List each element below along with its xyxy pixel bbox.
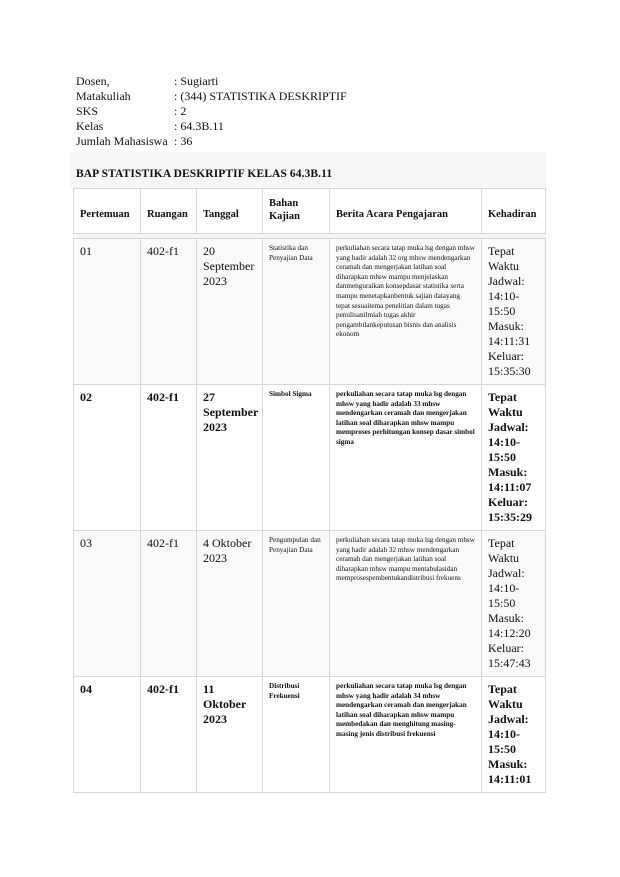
kehadiran-line: Masuk: — [488, 465, 528, 479]
bap-table — [73, 188, 546, 793]
cell-berita-acara: perkuliahan secara tatap muka lsg dengan mhsw yang hadir adalah 34 mhsw mendengarkan ceramah dan mengerjakan latihan soal diharapkan mhsw mampu membedakan dan menghitung masing-masing jenis distribusi frekuensi — [330, 677, 482, 793]
kehadiran-line: Tepat — [488, 390, 517, 404]
info-value: : Sugiarti — [174, 74, 219, 88]
header-tanggal: Tanggal — [197, 189, 263, 234]
kehadiran-line: Jadwal: — [488, 274, 525, 288]
info-label: Jumlah Mahasiswa — [76, 134, 168, 148]
header-pertemuan: Pertemuan — [74, 189, 141, 234]
cell-kehadiran — [482, 531, 546, 677]
kehadiran-line: Tepat — [488, 244, 515, 258]
cell-berita-acara: perkuliahan secara tatap muka lsg dengan mhsw yang hadir adalah 33 mhsw mendengarkan ceramah dan mengerjakan latihan soal diharapkan mhsw mampu memproses perhitungan konsep dasar simbol sigma — [330, 385, 482, 531]
cell-pertemuan: 02 — [74, 385, 141, 531]
header-berita-acara: Berita Acara Pengajaran — [330, 189, 482, 234]
info-value: : 2 — [174, 104, 187, 118]
cell-tanggal: 20 September 2023 — [197, 239, 263, 385]
table-row — [74, 385, 546, 531]
cell-pertemuan: 04 — [74, 677, 141, 793]
kehadiran-line: 15:35:30 — [488, 364, 531, 378]
cell-berita-acara: perkuliahan secara tatap muka lsg dengan mhsw yang hadir adalah 32 org mhsw mendengarkan ceramah dan mengerjakan latihan soal diharapkan mhsw mampu menjelaskan danmenguraikan konsepdasar statistika serta mampu menetapkanbentuk sajian datayang tepat sesuaitema penelitian dalam tugas penulisanilmiah tugas akhir pengambilankeputusan bisnis dan analisis ekonom — [330, 239, 482, 385]
cell-pertemuan: 01 — [74, 239, 141, 385]
kehadiran-line: Jadwal: — [488, 712, 529, 726]
cell-ruangan: 402-f1 — [141, 677, 197, 793]
kehadiran-line: Tepat — [488, 536, 515, 550]
info-label: SKS — [76, 104, 99, 118]
cell-ruangan: 402-f1 — [141, 385, 197, 531]
kehadiran-line: 15:47:43 — [488, 656, 531, 670]
info-value: : 36 — [174, 134, 193, 148]
info-value: : (344) STATISTIKA DESKRIPTIF — [174, 89, 347, 103]
table-header-row — [74, 189, 546, 234]
header-ruangan: Ruangan — [141, 189, 197, 234]
header-bahan-kajian — [263, 189, 330, 234]
info-label: Kelas — [76, 119, 104, 133]
kehadiran-line: Keluar: — [488, 641, 524, 655]
kehadiran-line: Masuk: — [488, 611, 524, 625]
info-row-sks — [76, 104, 347, 119]
kehadiran-line: 14:10- — [488, 435, 520, 449]
cell-kehadiran — [482, 385, 546, 531]
kehadiran-line: Waktu — [488, 259, 520, 273]
cell-ruangan: 402-f1 — [141, 531, 197, 677]
cell-bahan-kajian: Simbol Sigma — [263, 385, 330, 531]
cell-kehadiran — [482, 239, 546, 385]
cell-tanggal: 27 September 2023 — [197, 385, 263, 531]
cell-tanggal: 11 Oktober 2023 — [197, 677, 263, 793]
kehadiran-line: 15:35:29 — [488, 510, 532, 524]
kehadiran-line: 14:11:01 — [488, 772, 532, 786]
kehadiran-line: Waktu — [488, 551, 520, 565]
info-row-kelas — [76, 119, 347, 134]
cell-kehadiran — [482, 677, 546, 793]
kehadiran-line: Tepat — [488, 682, 517, 696]
header-bahan-line1: Bahan — [269, 198, 299, 209]
course-info — [76, 74, 347, 149]
info-row-dosen — [76, 74, 347, 89]
cell-bahan-kajian: Statistika dan Penyajian Data — [263, 239, 330, 385]
kehadiran-line: 14:10- — [488, 727, 520, 741]
cell-tanggal: 4 Oktober 2023 — [197, 531, 263, 677]
cell-ruangan: 402-f1 — [141, 239, 197, 385]
info-value: : 64.3B.11 — [174, 119, 224, 133]
table-row — [74, 239, 546, 385]
header-kehadiran: Kehadiran — [482, 189, 546, 234]
kehadiran-line: 14:11:07 — [488, 480, 532, 494]
kehadiran-line: 14:10- — [488, 289, 520, 303]
kehadiran-line: Waktu — [488, 697, 523, 711]
cell-pertemuan: 03 — [74, 531, 141, 677]
kehadiran-line: 15:50 — [488, 596, 516, 610]
kehadiran-line: Masuk: — [488, 757, 528, 771]
kehadiran-line: Keluar: — [488, 495, 528, 509]
kehadiran-line: 15:50 — [488, 304, 516, 318]
page-title: BAP STATISTIKA DESKRIPTIF KELAS 64.3B.11 — [76, 168, 333, 180]
cell-bahan-kajian: Pengumpulan dan Penyajian Data — [263, 531, 330, 677]
header-bahan-line2: Kajian — [269, 211, 300, 222]
kehadiran-line: 14:11:31 — [488, 334, 531, 348]
info-label: Matakuliah — [76, 89, 131, 103]
info-row-jumlah-mahasiswa — [76, 134, 347, 149]
kehadiran-line: 15:50 — [488, 450, 516, 464]
info-label: Dosen, — [76, 74, 110, 88]
info-row-matakuliah — [76, 89, 347, 104]
cell-berita-acara: perkuliahan secara tatap muka lsg dengan mhsw yang hadir adalah 32 mhsw mendengarkan ceramah dan mengerjakan latihan soal diharapkan mhsw mampu mentabulasidan memprosespembentukandistribusi frekuens — [330, 531, 482, 677]
kehadiran-line: Masuk: — [488, 319, 524, 333]
table-row — [74, 531, 546, 677]
kehadiran-line: Jadwal: — [488, 566, 525, 580]
kehadiran-line: 14:10- — [488, 581, 520, 595]
kehadiran-line: Keluar: — [488, 349, 524, 363]
kehadiran-line: Jadwal: — [488, 420, 529, 434]
cell-bahan-kajian: Distribusi Frekuensi — [263, 677, 330, 793]
table-row — [74, 677, 546, 793]
kehadiran-line: 14:12:20 — [488, 626, 531, 640]
kehadiran-line: Waktu — [488, 405, 523, 419]
kehadiran-line: 15:50 — [488, 742, 516, 756]
